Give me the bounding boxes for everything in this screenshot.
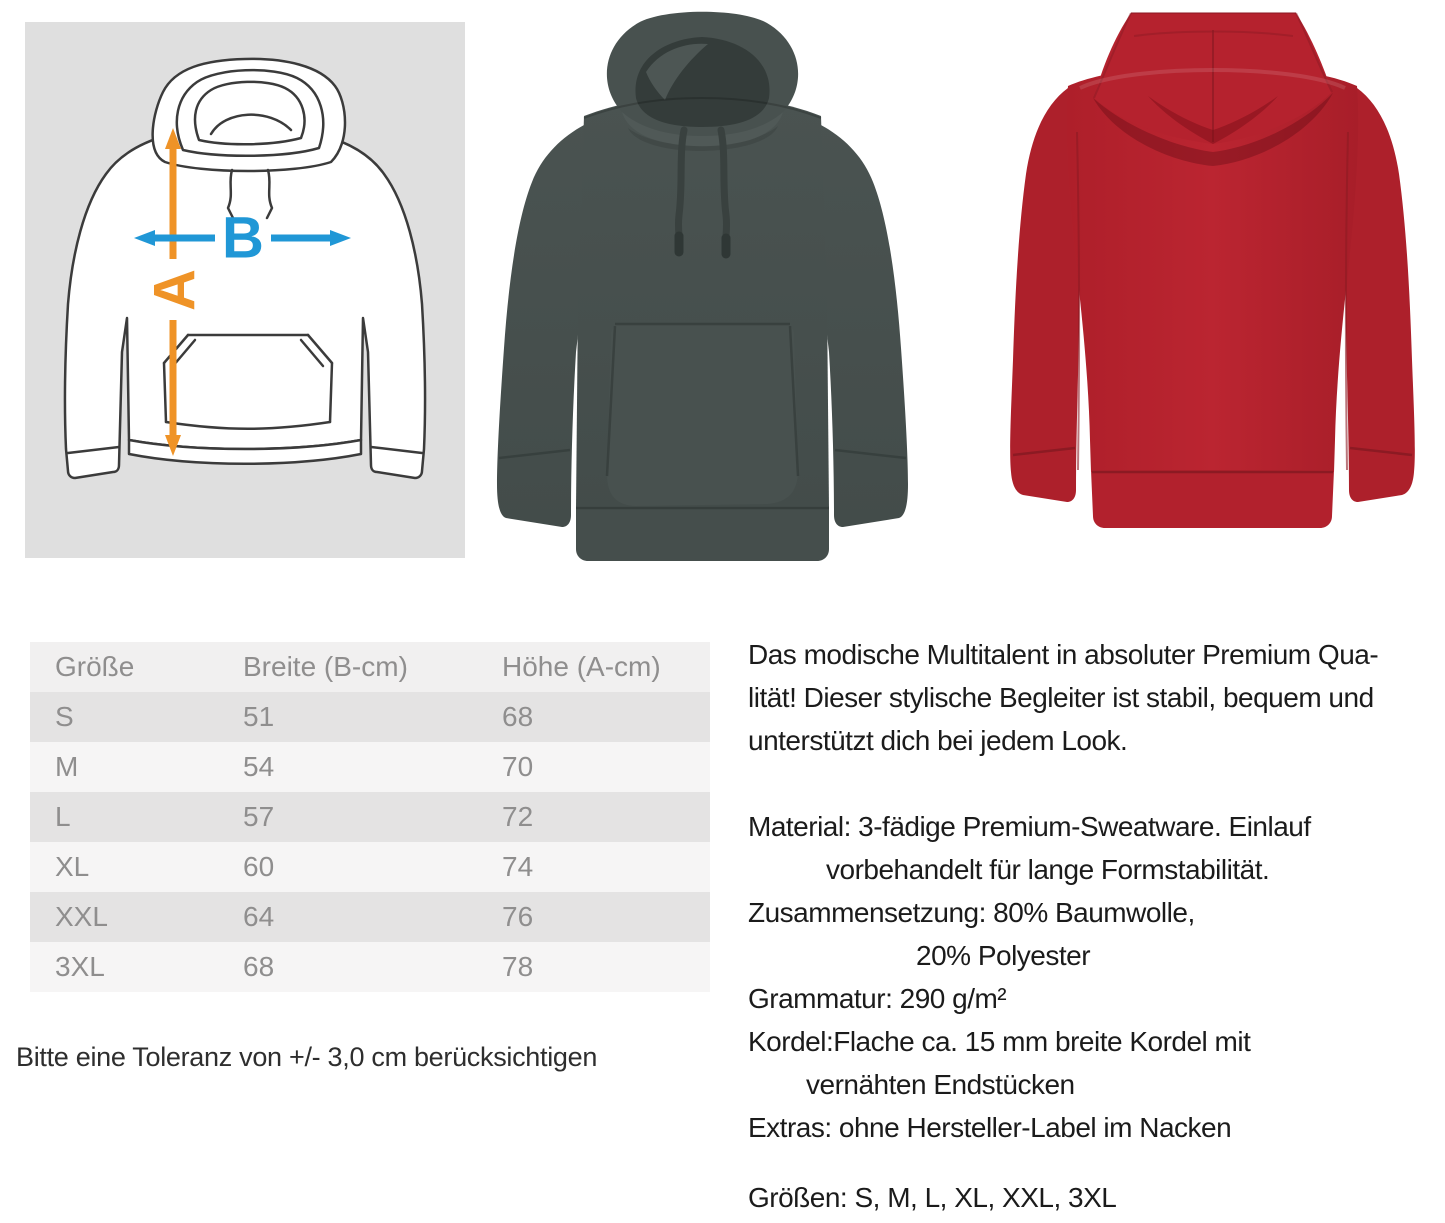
width-cell: 51 <box>243 701 275 732</box>
tolerance-note: Bitte eine Toleranz von +/- 3,0 cm berücksichtigen <box>16 1042 598 1072</box>
size-cell: M <box>55 751 79 782</box>
size-cell: 3XL <box>55 951 105 982</box>
description-line <box>748 762 1445 805</box>
sizes-line: Größen: S, M, L, XL, XXL, 3XL <box>748 1182 1117 1213</box>
measure-label-a: A <box>142 269 208 311</box>
table-row <box>30 792 710 842</box>
table-row <box>30 892 710 942</box>
description-line: unterstützt dich bei jedem Look. <box>748 725 1128 756</box>
hoodie-front-photo <box>470 0 935 580</box>
size-cell: L <box>55 801 71 832</box>
height-cell: 76 <box>502 901 534 932</box>
header-size: Größe <box>55 651 135 682</box>
description-line: vorbehandelt für lange Formstabilität. <box>826 854 1270 885</box>
hoodie-back-illustration <box>980 0 1445 580</box>
height-cell: 70 <box>502 751 534 782</box>
size-diagram-panel <box>25 22 465 558</box>
size-cell: XL <box>55 851 90 882</box>
description-line: 20% Polyester <box>916 940 1091 971</box>
description-line: Das modische Multitalent in absoluter Premium Qua- <box>748 639 1379 670</box>
hoodie-back-photo <box>980 0 1445 580</box>
table-row <box>30 692 710 742</box>
description-line: lität! Dieser stylische Begleiter ist stabil, bequem und <box>748 682 1374 713</box>
size-table-header <box>30 642 710 692</box>
table-row <box>30 742 710 792</box>
header-width: Breite (B-cm) <box>243 651 408 682</box>
description-line: Kordel:Flache ca. 15 mm breite Kordel mit <box>748 1026 1251 1057</box>
description-line: Grammatur: 290 g/m² <box>748 983 1007 1014</box>
header-height: Höhe (A-cm) <box>502 651 661 682</box>
description-line: vernähten Endstücken <box>806 1069 1075 1100</box>
description-line: Zusammensetzung: 80% Baumwolle, <box>748 897 1195 928</box>
table-row <box>30 842 710 892</box>
size-table <box>30 642 710 992</box>
kangaroo-pocket <box>607 324 798 506</box>
width-cell: 60 <box>243 851 275 882</box>
size-cell: XXL <box>55 901 108 932</box>
description-line: Material: 3-fädige Premium-Sweatware. Einlauf <box>748 811 1311 842</box>
hoodie-measurement-diagram <box>25 22 465 558</box>
height-cell: 74 <box>502 851 534 882</box>
height-cell: 78 <box>502 951 534 982</box>
size-cell: S <box>55 701 74 732</box>
width-cell: 68 <box>243 951 275 982</box>
width-cell: 64 <box>243 901 275 932</box>
width-cell: 57 <box>243 801 275 832</box>
hem-band <box>1091 470 1334 528</box>
measure-label-b: B <box>222 205 264 271</box>
width-cell: 54 <box>243 751 275 782</box>
hem-band <box>576 506 829 561</box>
height-cell: 68 <box>502 701 534 732</box>
height-cell: 72 <box>502 801 534 832</box>
description-line: Extras: ohne Hersteller-Label im Nacken <box>748 1112 1232 1143</box>
hoodie-front-illustration <box>470 0 935 580</box>
product-description <box>748 633 1445 1149</box>
table-row <box>30 942 710 992</box>
